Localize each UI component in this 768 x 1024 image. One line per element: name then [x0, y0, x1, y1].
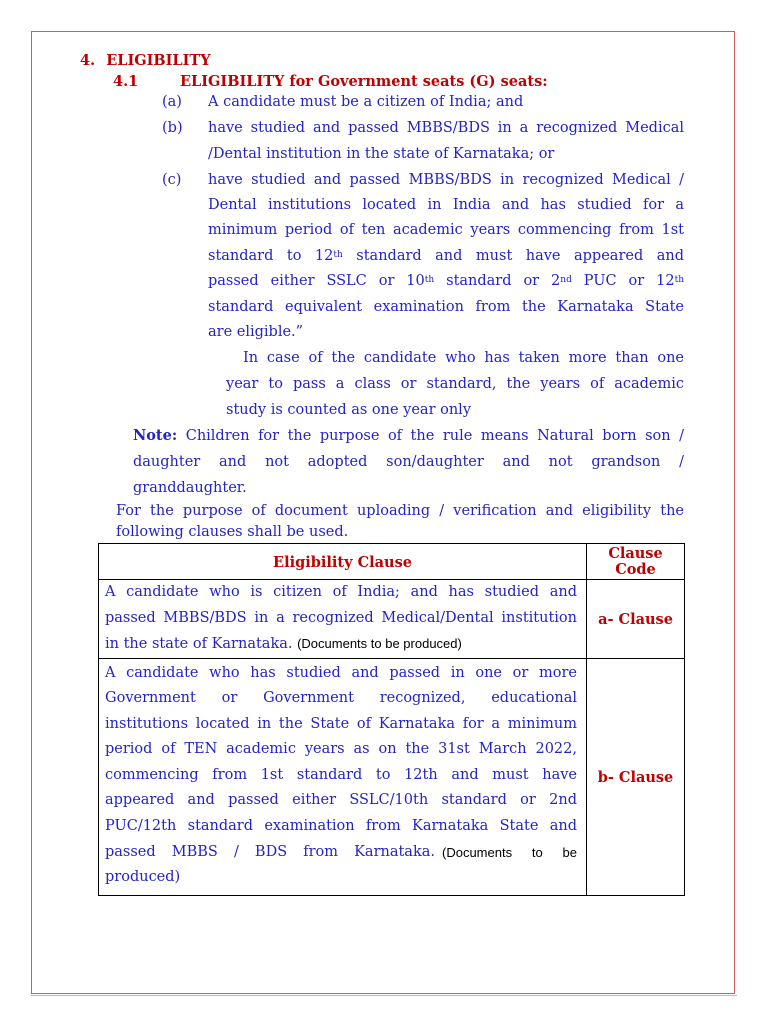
- row-b-line-7: PUC/12th standard examination from Karnataka State and: [105, 818, 577, 835]
- section-number: 4.: [80, 52, 96, 69]
- case-note-line-3: study is counted as one year only: [226, 402, 472, 418]
- header-eligibility-clause: [99, 544, 587, 580]
- row-b-clause: [99, 658, 587, 895]
- row-b-line-3: institutions located in the State of Karnataka for a minimum: [105, 715, 577, 732]
- row-b-line-1: A candidate who has studied and passed in one or more: [105, 664, 577, 681]
- header-code-line-2: Code: [615, 560, 656, 578]
- row-a-line-3: in the state of Karnataka.: [105, 636, 293, 652]
- item-b-line-1: have studied and passed MBBS/BDS in a recognized Medical: [208, 120, 684, 136]
- note-label: Note:: [133, 427, 178, 444]
- item-c-line-7: are eligible.”: [208, 324, 304, 340]
- row-a-line-1: A candidate who is citizen of India; and has studied and: [105, 584, 577, 600]
- row-b-line-4: period of TEN academic years as on the 31st March 2022,: [105, 741, 577, 758]
- subsection-number: 4.1: [113, 73, 139, 90]
- item-c-line-4: standard to 12th standard and must have appeared and: [208, 248, 684, 264]
- item-label-c: (c): [162, 172, 182, 188]
- row-a-doc-note: (Documents to be produced): [297, 636, 462, 651]
- section-title: ELIGIBILITY: [106, 52, 211, 69]
- header-clause-text: Eligibility Clause: [273, 554, 412, 571]
- row-b-line-8-text: passed MBBS / BDS from Karnataka.: [105, 843, 435, 860]
- note-line-1: [133, 423, 684, 449]
- table-row: [99, 658, 685, 895]
- page-border-shadow: [31, 995, 737, 996]
- row-a-clause: [99, 580, 587, 659]
- note-text: Children for the purpose of the rule means Natural born son /: [185, 428, 684, 444]
- table-row: [99, 580, 685, 659]
- note-line-2: daughter and not adopted son/daughter and not grandson /: [133, 454, 684, 470]
- row-a-code: [587, 580, 685, 659]
- row-b-line-9: produced): [105, 869, 181, 886]
- item-c-line-1: have studied and passed MBBS/BDS in recognized Medical /: [208, 172, 684, 188]
- item-b-line-2: /Dental institution in the state of Karnataka; or: [208, 146, 555, 162]
- case-note-line-2: year to pass a class or standard, the years of academic: [226, 376, 684, 392]
- row-b-line-8: [105, 840, 577, 866]
- item-a-line: A candidate must be a citizen of India; and: [208, 94, 524, 110]
- section-heading: [80, 52, 211, 69]
- item-c-line-2: Dental institutions located in India and has studied for a: [208, 197, 684, 213]
- header-clause-code: [587, 544, 685, 580]
- row-b-code-text: b- Clause: [597, 769, 674, 787]
- intro-line-2: following clauses shall be used.: [116, 524, 349, 540]
- item-c-line-5: passed either SSLC or 10th standard or 2nd PUC or 12th: [208, 273, 685, 289]
- item-c-line-6: standard equivalent examination from the Karnataka State: [208, 299, 684, 315]
- row-b-doc-note: (Documents to be: [442, 844, 577, 860]
- item-c-line-3: minimum period of ten academic years commencing from 1st: [208, 222, 684, 238]
- row-b-line-5: commencing from 1st standard to 12th and must have: [105, 766, 577, 783]
- item-label-b: (b): [162, 120, 183, 136]
- eligibility-table: [98, 543, 685, 896]
- row-a-code-text: a- Clause: [598, 611, 673, 629]
- case-note-line-1: In case of the candidate who has taken more than one: [243, 350, 684, 366]
- row-b-line-6: appeared and passed either SSLC/10th standard or 2nd: [105, 792, 577, 809]
- header-code-line-1: Clause: [608, 544, 663, 562]
- intro-line-1: For the purpose of document uploading / verification and eligibility the: [116, 503, 684, 519]
- table-header-row: [99, 544, 685, 580]
- row-b-line-2: Government or Government recognized, educational: [105, 690, 577, 707]
- row-a-line-2: passed MBBS/BDS in a recognized Medical/Dental institution: [105, 609, 577, 626]
- subsection-title: ELIGIBILITY for Government seats (G) seats:: [180, 73, 548, 90]
- item-label-a: (a): [162, 94, 182, 110]
- row-b-code: [587, 658, 685, 895]
- note-line-3: granddaughter.: [133, 480, 247, 496]
